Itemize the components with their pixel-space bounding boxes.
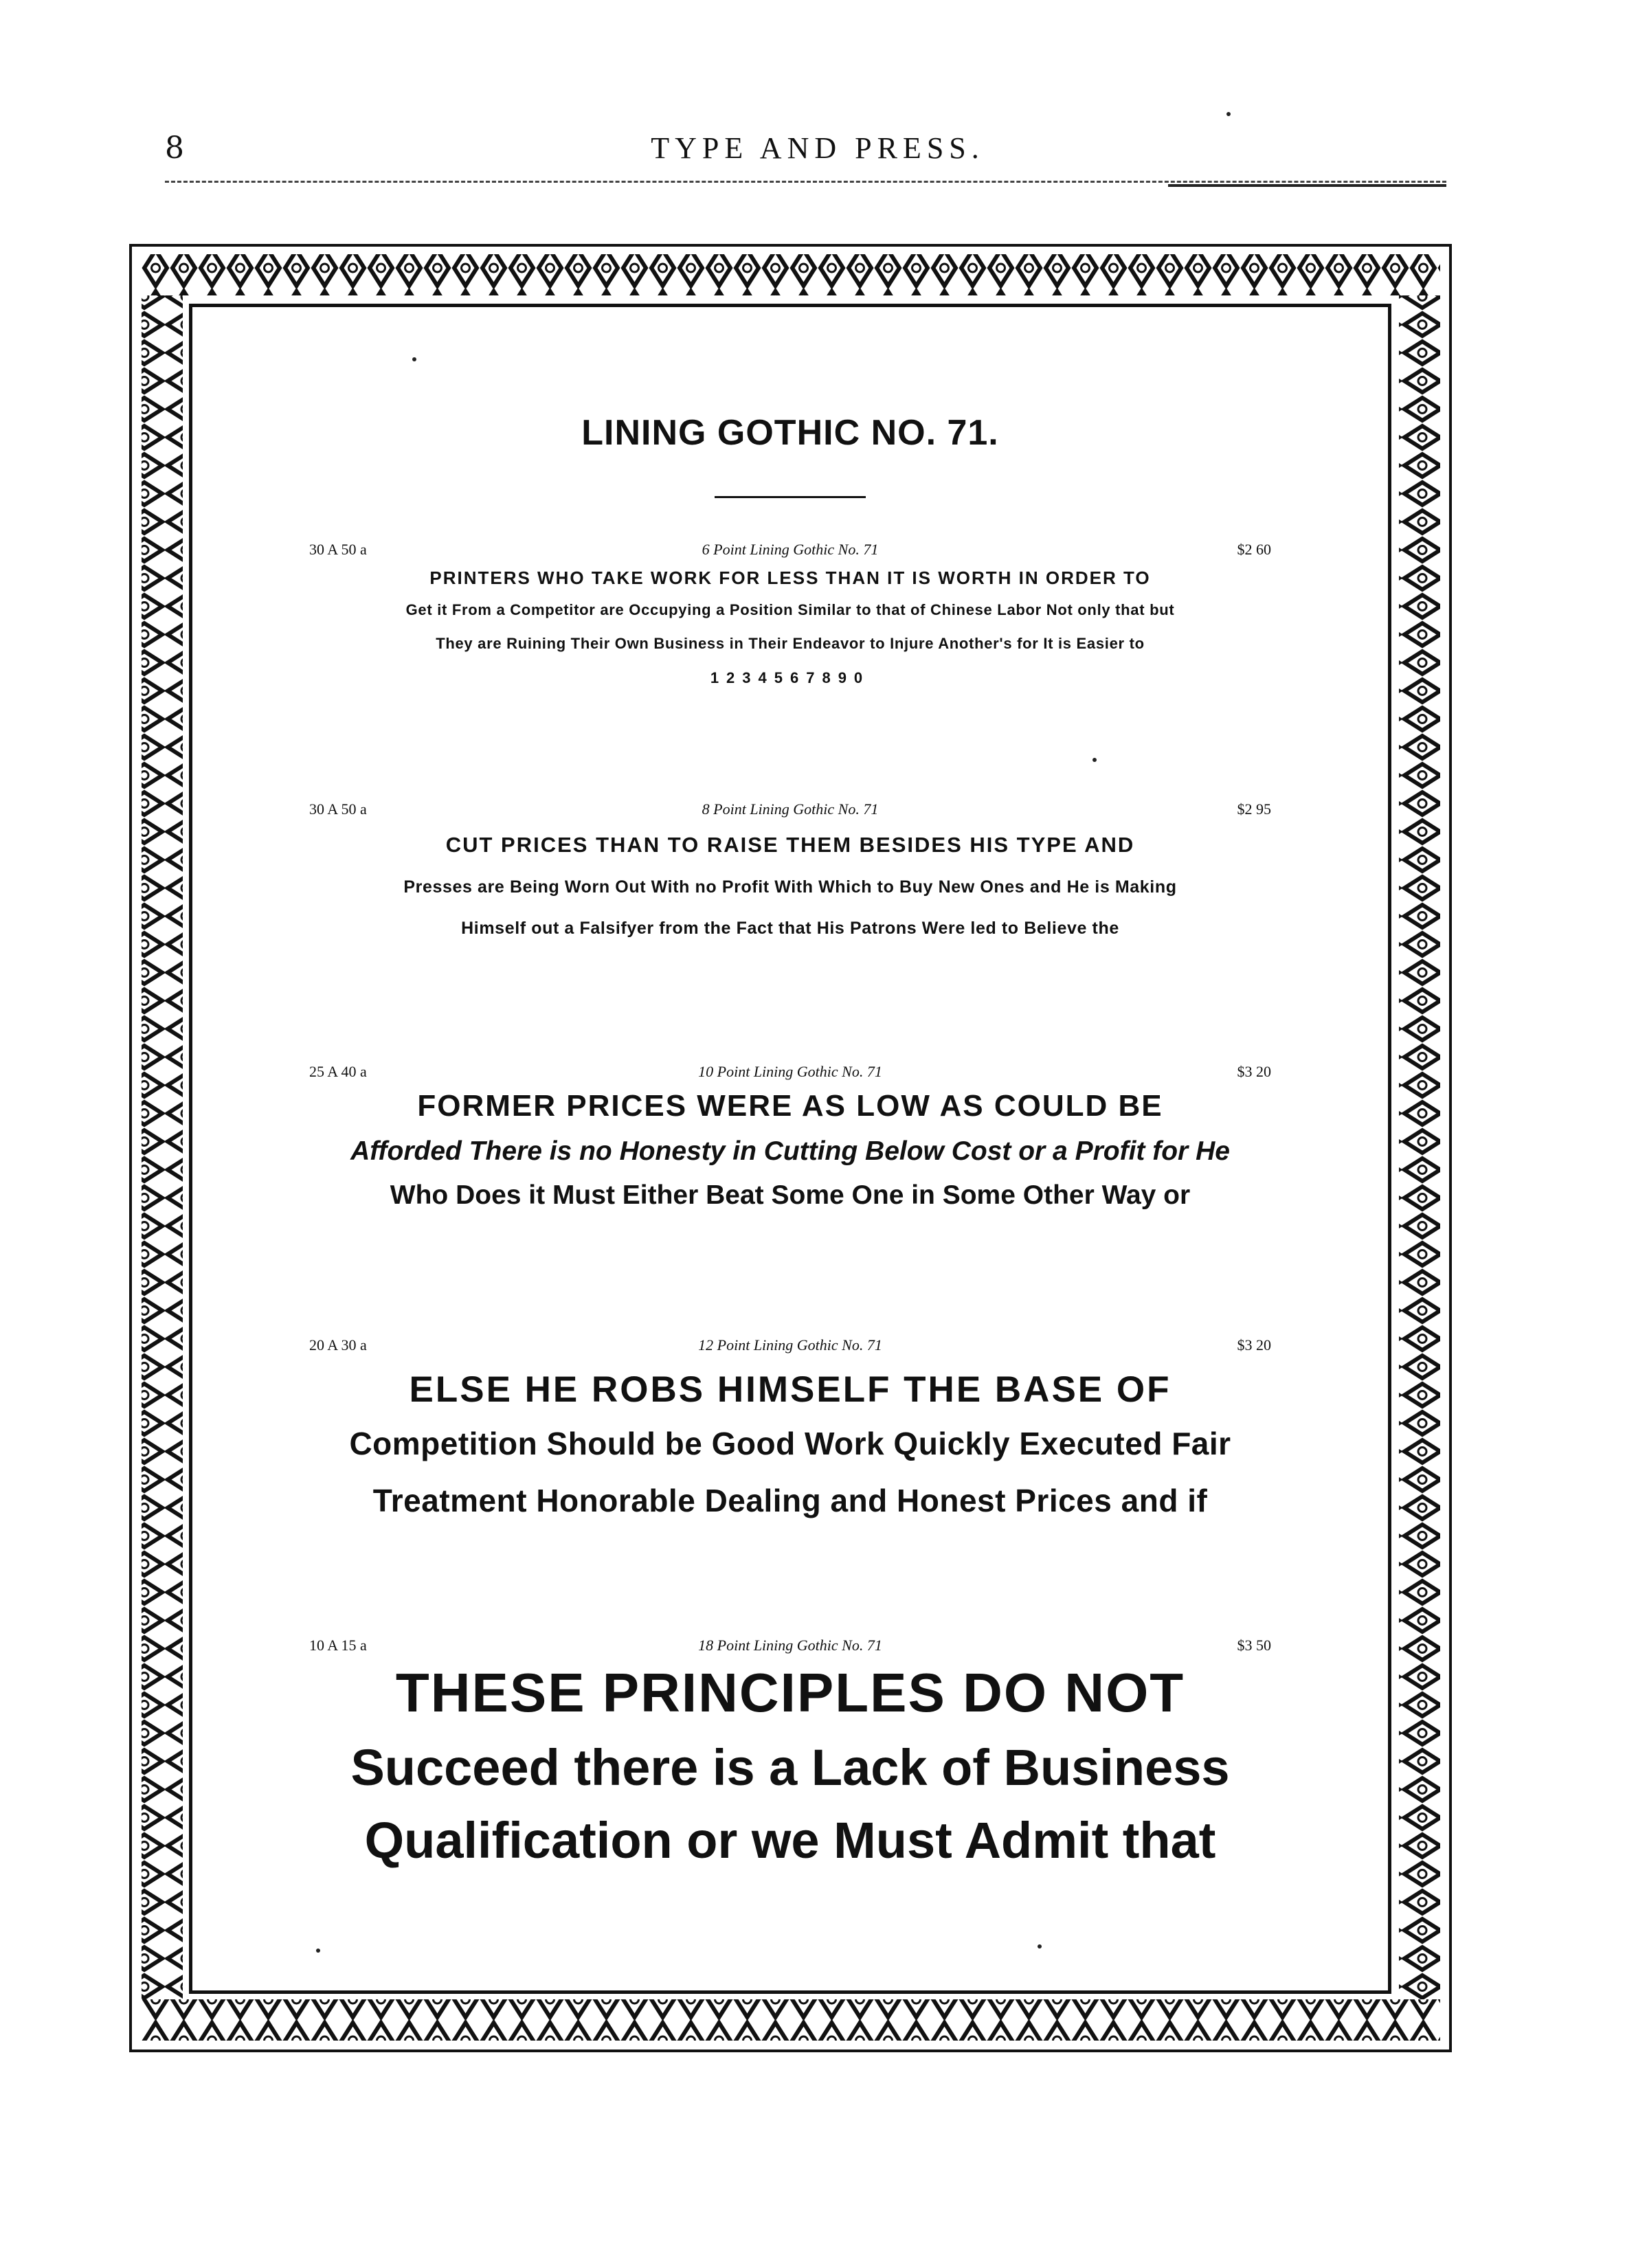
font-size-name: 8 Point Lining Gothic No. 71 [702, 800, 879, 818]
font-quantity: 30 A 50 a [309, 800, 367, 818]
font-size-name: 18 Point Lining Gothic No. 71 [698, 1637, 882, 1654]
specimen-line: They are Ruining Their Own Business in Their Endeavor to Injure Another's for It is Easier to [436, 635, 1145, 652]
print-speck [316, 1949, 320, 1953]
page-number: 8 [165, 131, 184, 166]
specimen-line: Qualification or we Must Admit that [364, 1812, 1216, 1869]
font-price: $3 50 [1237, 1637, 1271, 1654]
specimen-line: Get it From a Competitor are Occupying a Position Similar to that of Chinese Labor Not only that but [405, 601, 1175, 618]
font-price: $2 60 [1237, 541, 1271, 558]
specimen-line: THESE PRINCIPLES DO NOT [395, 1662, 1185, 1723]
font-price: $3 20 [1237, 1336, 1271, 1354]
specimen-line: Treatment Honorable Dealing and Honest Prices and if [372, 1483, 1208, 1518]
font-quantity: 30 A 50 a [309, 541, 367, 558]
specimen-meta-12pt [309, 1336, 1271, 1357]
print-speck [412, 357, 416, 361]
specimen-line: PRINTERS WHO TAKE WORK FOR LESS THAN IT IS WORTH IN ORDER TO [429, 568, 1151, 588]
print-speck [1038, 1944, 1042, 1949]
font-size-name: 6 Point Lining Gothic No. 71 [702, 541, 879, 558]
print-speck [1226, 112, 1231, 116]
specimen-line: ELSE HE ROBS HIMSELF THE BASE OF [409, 1369, 1172, 1410]
running-title: TYPE AND PRESS. [651, 131, 985, 165]
specimen-line: Succeed there is a Lack of Business [350, 1739, 1230, 1796]
specimen-line: Who Does it Must Either Beat Some One in Some Other Way or [390, 1180, 1191, 1210]
print-speck [1092, 758, 1097, 762]
specimen-meta-6pt [309, 541, 1271, 561]
font-price: $2 95 [1237, 800, 1271, 818]
specimen-line: FORMER PRICES WERE AS LOW AS COULD BE [417, 1089, 1163, 1123]
font-size-name: 12 Point Lining Gothic No. 71 [698, 1336, 882, 1354]
specimen-meta-18pt [309, 1637, 1271, 1657]
font-price: $3 20 [1237, 1063, 1271, 1080]
font-quantity: 25 A 40 a [309, 1063, 367, 1080]
specimen-line: CUT PRICES THAN TO RAISE THEM BESIDES HIS TYPE AND [445, 833, 1135, 857]
font-quantity: 20 A 30 a [309, 1336, 367, 1354]
specimen-title: LINING GOTHIC NO. 71. [581, 413, 999, 453]
specimen-line: 1234567890 [710, 669, 871, 686]
specimen-meta-8pt [309, 800, 1271, 821]
specimen-line: Himself out a Falsifyer from the Fact that His Patrons Were led to Believe the [461, 919, 1119, 938]
specimen-line: Presses are Being Worn Out With no Profit With Which to Buy New Ones and He is Making [403, 877, 1177, 897]
specimen-line: Afforded There is no Honesty in Cutting Below Cost or a Profit for He [350, 1136, 1230, 1166]
font-quantity: 10 A 15 a [309, 1637, 367, 1654]
specimen-meta-10pt [309, 1063, 1271, 1084]
font-size-name: 10 Point Lining Gothic No. 71 [698, 1063, 882, 1080]
specimen-line: Competition Should be Good Work Quickly Executed Fair [349, 1426, 1231, 1461]
title-rule [715, 496, 866, 498]
